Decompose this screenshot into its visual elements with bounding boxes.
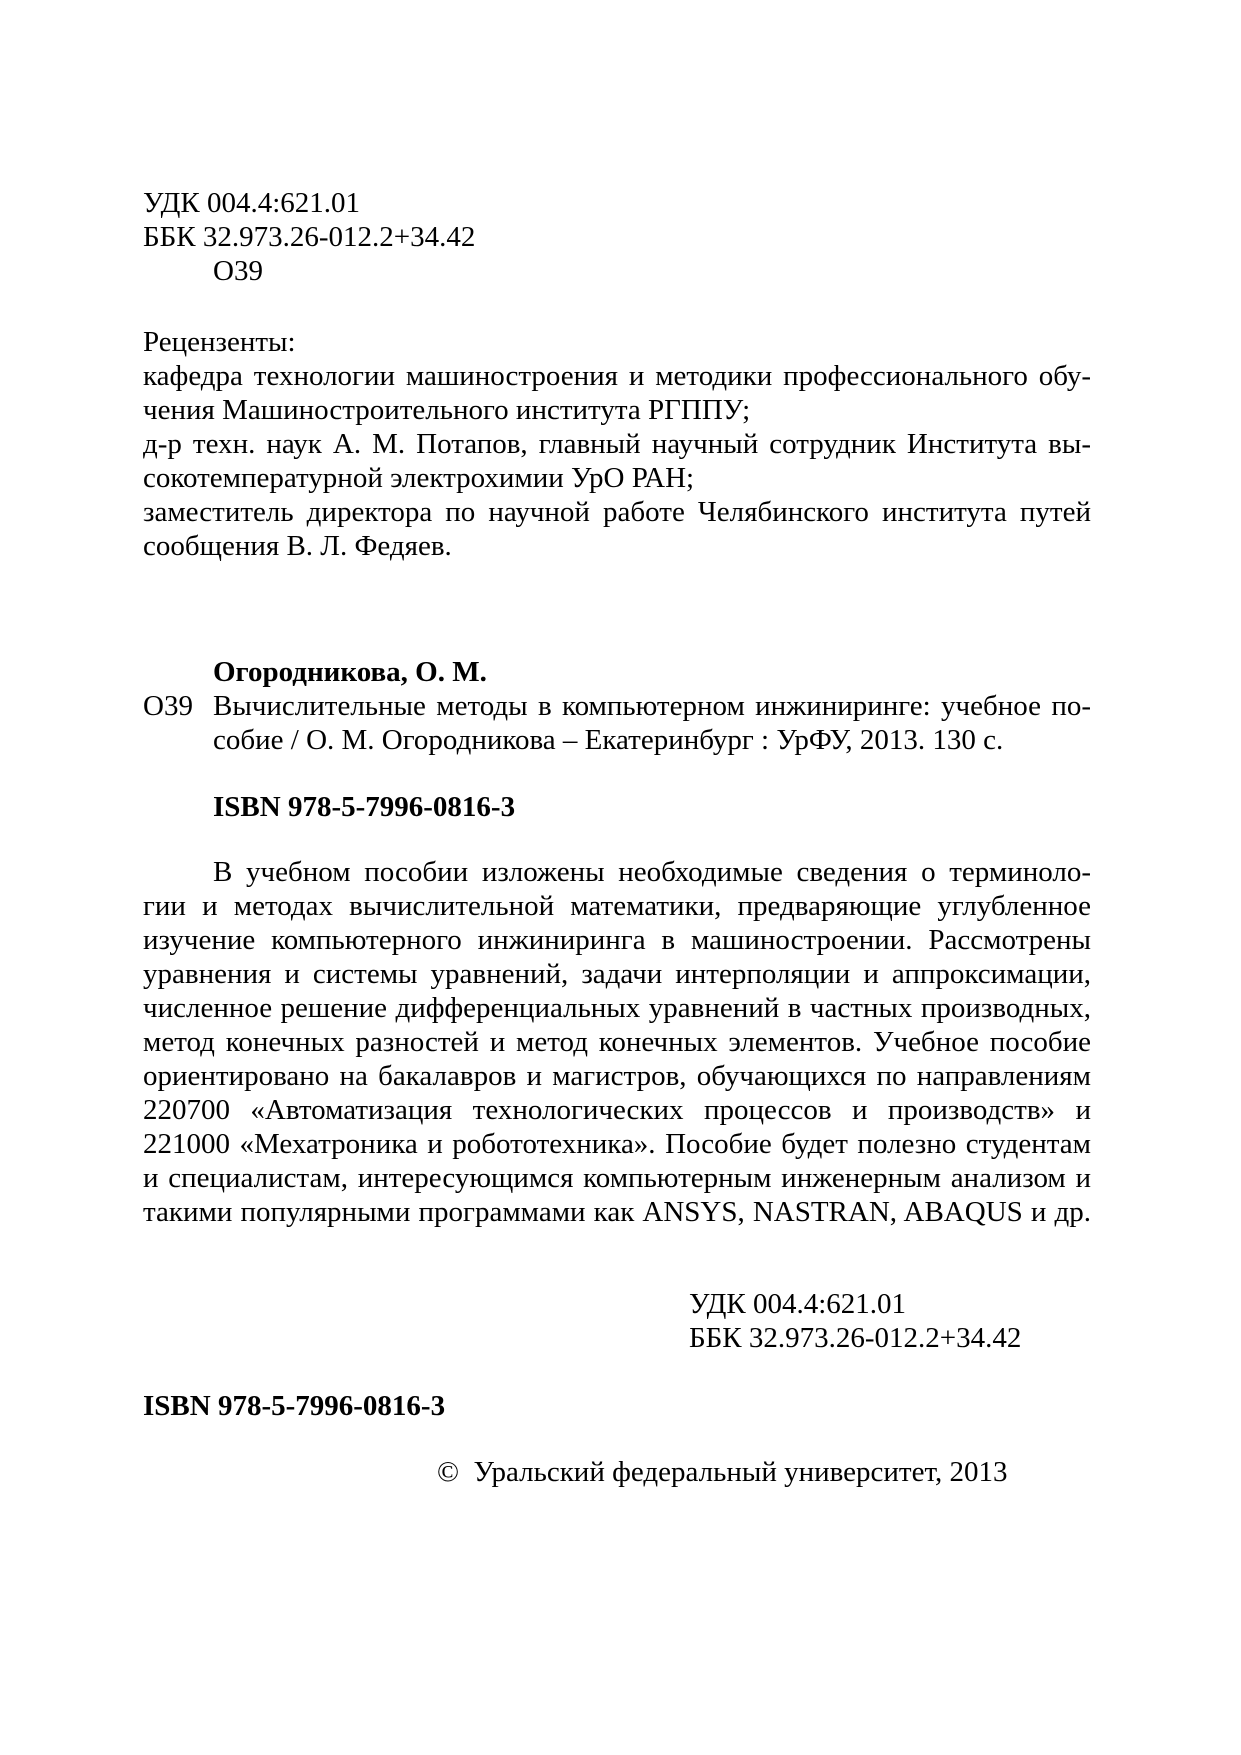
classification-block [143,186,475,288]
isbn-entry [213,790,515,824]
footer-bbk: ББК 32.973.26-012.2+34.42 [689,1322,1022,1354]
reviewers-block [143,325,1091,563]
footer-isbn [143,1389,445,1423]
udk-code: УДК 004.4:621.01 [143,187,361,219]
reviewer-line: д-р техн. наук А. М. Потапов, главный научный сотрудник Института вы- [143,428,1091,460]
abstract-line: изучение компьютерного инжиниринга в машиностроении. Рассмотрены [143,924,1091,956]
abstract-line: 220700 «Автоматизация технологических процессов и производств» и [143,1094,1091,1126]
author-name: Огородникова, О. М. [213,656,487,688]
abstract-line: В учебном пособии изложены необходимые сведения о терминоло- [213,856,1091,888]
abstract-line: метод конечных разностей и метод конечных элементов. Учебное пособие [143,1026,1091,1058]
abstract [143,855,1091,1229]
copyright [437,1455,1007,1489]
reviewer-line: сообщения В. Л. Федяев. [143,530,452,562]
reviewers-heading: Рецензенты: [143,326,296,358]
footer-classification [689,1287,1021,1355]
isbn-value: ISBN 978-5-7996-0816-3 [213,791,516,823]
author-heading [213,655,487,689]
author-mark: О39 [213,255,263,287]
bbk-code: ББК 32.973.26-012.2+34.42 [143,221,476,253]
reviewer-line: сокотемпературной электрохимии УрО РАН; [143,462,695,494]
abstract-line: численное решение дифференциальных уравнений в частных производных, [143,992,1091,1024]
abstract-line: 221000 «Мехатроника и робототехника». Пособие будет полезно студентам [143,1128,1091,1160]
abstract-line: и специалистам, интересующимся компьютерным инженерным анализом и [143,1162,1091,1194]
footer-isbn-value: ISBN 978-5-7996-0816-3 [143,1390,446,1422]
entry-title-line: собие / О. М. Огородникова – Екатеринбург : УрФУ, 2013. 130 с. [213,724,1004,756]
entry-mark: О39 [143,690,193,722]
reviewer-line: чения Машиностроительного института РГППУ; [143,394,751,426]
copyright-text: © Уральский федеральный университет, 2013 [437,1456,1008,1488]
abstract-line: гии и методах вычислительной математики, предваряющие углубленное [143,890,1091,922]
bibliographic-entry [143,689,1091,757]
abstract-line: уравнения и системы уравнений, задачи интерполяции и аппроксимации, [143,958,1091,990]
abstract-line: такими популярными программами как ANSYS, NASTRAN, ABAQUS и др. [143,1196,1091,1228]
footer-udk: УДК 004.4:621.01 [689,1288,907,1320]
reviewer-line: заместитель директора по научной работе Челябинского института путей [143,496,1091,528]
reviewer-line: кафедра технологии машиностроения и методики профессионального обу- [143,360,1091,392]
abstract-line: ориентировано на бакалавров и магистров, обучающихся по направлениям [143,1060,1091,1092]
entry-title-line: Вычислительные методы в компьютерном инжиниринге: учебное по- [213,690,1091,722]
